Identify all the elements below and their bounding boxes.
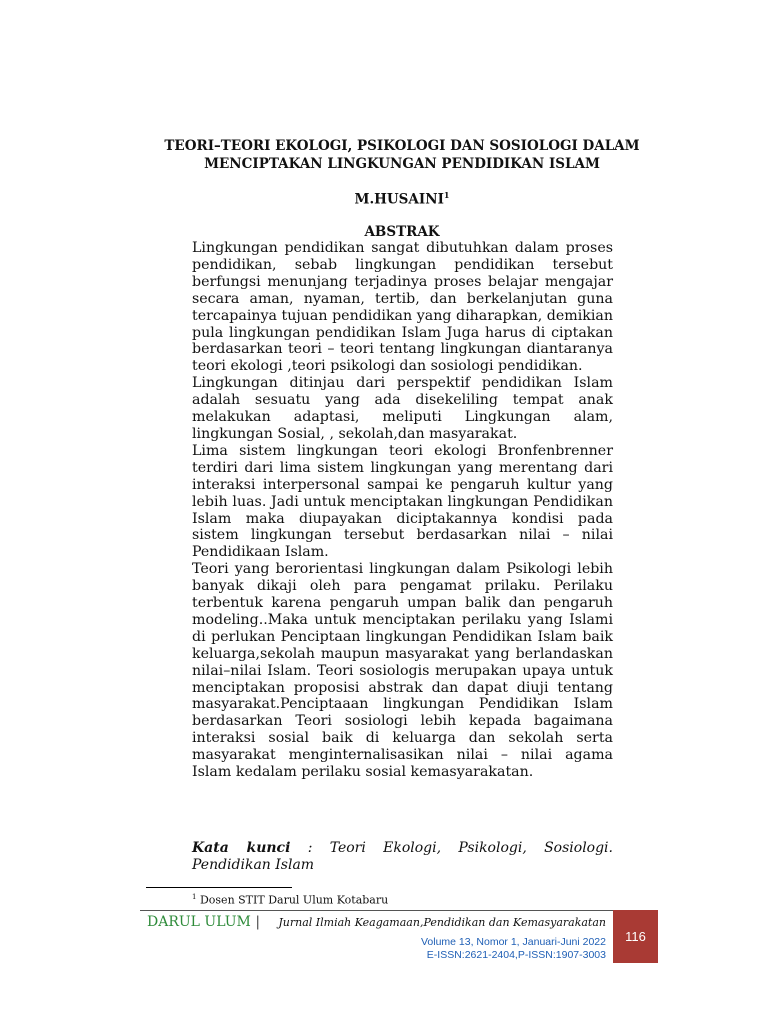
footnote-mark: 1: [192, 893, 197, 901]
footnote: [192, 893, 388, 907]
abstract-paragraph: Lingkungan ditinjau dari perspektif pendidikan Islam adalah sesuatu yang ada disekeliling tempat anak melakukan adaptasi, meliputi Lingkungan alam, lingkungan Sosial, , sekolah,dan masyarakat.: [192, 375, 613, 442]
footnote-text: Dosen STIT Darul Ulum Kotabaru: [199, 893, 389, 907]
footnote-divider: [146, 887, 292, 888]
brand-separator: |: [255, 914, 261, 930]
abstract-heading: ABSTRAK: [364, 224, 440, 240]
keywords-label: Kata kunci: [192, 840, 291, 856]
paper-title: [140, 137, 664, 173]
journal-name: Jurnal Ilmiah Keagamaan,Pendidikan dan Kemasyarakatan: [278, 916, 606, 929]
title-line-2: MENCIPTAKAN LINGKUNGAN PENDIDIKAN ISLAM: [204, 156, 600, 172]
journal-issn: E-ISSN:2621-2404,P-ISSN:1907-3003: [426, 949, 606, 961]
page-number: 116: [613, 910, 658, 963]
journal-volume: Volume 13, Nomor 1, Januari-Juni 2022: [420, 936, 606, 948]
abstract-paragraph: Lima sistem lingkungan teori ekologi Bronfenbrenner terdiri dari lima sistem lingkungan yang merentang dari interaksi interpersonal sampai ke pengaruh kultur yang lebih luas. Jadi untuk menciptakan lingkungan Pendidikan Islam maka diupayakan diciptakannya kondisi pada sistem lingkungan tersebut berdasarkan nilai – nilai Pendidikaan Islam.: [192, 442, 613, 561]
author-footnote-mark: 1: [443, 190, 450, 200]
abstract-paragraph: Teori yang berorientasi lingkungan dalam Psikologi lebih banyak dikaji oleh para pengamat prilaku. Perilaku terbentuk karena pengaruh umpan balik dan pengaruh modeling..Maka untuk menciptakan perilaku yang Islami di perlukan Penciptaan lingkungan Pendidikan Islam baik keluarga,sekolah maupun masyarakat yang berlandaskan nilai–nilai Islam. Teori sosiologis merupakan upaya untuk menciptakan proposisi abstrak dan dapat diuji tentang masyarakat.Penciptaaan lingkungan Pendidikan Islam berdasarkan Teori sosiologi lebih kepada bagaimana interaksi sosial baik di keluarga dan sekolah serta masyarakat menginternalisasikan nilai – nilai agama Islam kedalam perilaku sosial kemasyarakatan.: [192, 561, 613, 781]
author-name: M.HUSAINI: [354, 191, 444, 208]
keywords-text: : Teori Ekologi, Psikologi, Sosiologi. Pendidikan Islam: [192, 840, 613, 873]
footer-brand: [147, 914, 260, 930]
brand-name: DARUL ULUM: [147, 914, 251, 930]
abstract-paragraph: Lingkungan pendidikan sangat dibutuhkan dalam proses pendidikan, sebab lingkungan pendidikan tersebut berfungsi menunjang terjadinya proses belajar mengajar secara aman, nyaman, tertib, dan berkelanjutan guna tercapainya tujuan pendidikan yang diharapkan, demikian pula lingkungan pendidikan Islam Juga harus di ciptakan berdasarkan teori – teori tentang lingkungan diantaranya teori ekologi ,teori psikologi dan sosiologi pendidikan.: [192, 240, 613, 375]
footer-divider: [140, 910, 613, 911]
title-line-1: TEORI–TEORI EKOLOGI, PSIKOLOGI DAN SOSIOLOGI DALAM: [164, 138, 640, 154]
abstract-body: [192, 240, 613, 781]
keywords: [192, 840, 613, 874]
author-line: [140, 190, 664, 208]
